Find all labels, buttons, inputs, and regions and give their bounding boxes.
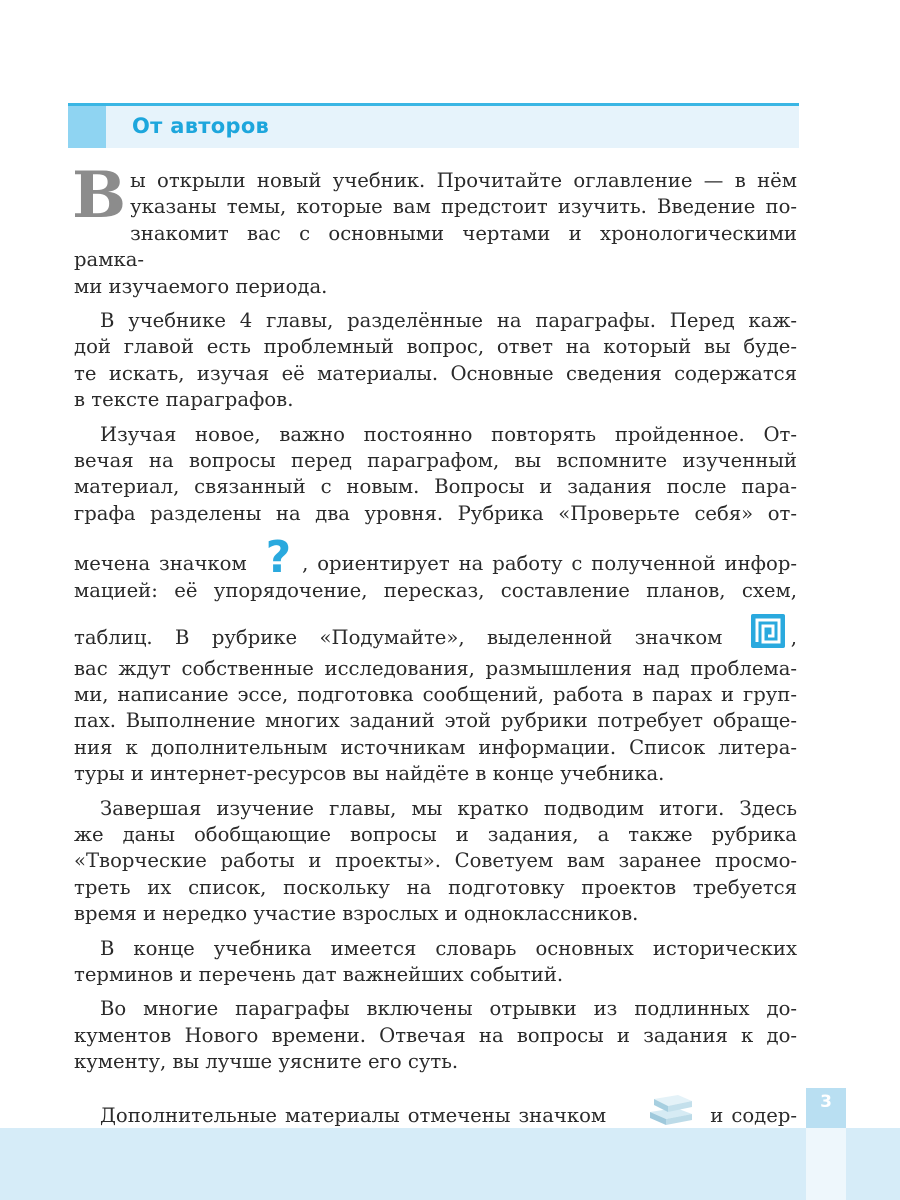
text-fragment: Дополнительные материалы отмечены значком [100,1103,607,1127]
text-line: кументов Нового времени. Отвечая на вопросы и задания к до- [74,1023,797,1047]
paragraph-5 [74,936,797,989]
text-line: графа разделены на два уровня. Рубрика «Проверьте себя» от- [74,501,797,525]
text-line: указаны темы, которые вам предстоит изучить. Введение по- [130,195,797,219]
books-icon [620,1088,696,1133]
drop-cap: В [72,158,127,233]
text-fragment: и содер- [710,1103,797,1127]
paragraph-4 [74,796,797,928]
section-header [68,103,799,148]
text-fragment: , ориентирует на работу с полученной инфор- [302,552,797,576]
text-line: в тексте параграфов. [74,388,294,412]
page-number: 3 [820,1092,832,1112]
text-line: вас ждут собственные исследования, размышления над проблема- [74,656,797,680]
text-line: треть их список, поскольку на подготовку проектов требуется [74,875,797,899]
text-line: те искать, изучая её материалы. Основные сведения содержатся [74,361,797,385]
text-line: ми, написание эссе, подготовка сообщений, работа в парах и груп- [74,682,797,706]
text-line: мацией: её упорядочение, пересказ, составление планов, схем, [74,578,797,602]
text-line: Во многие параграфы включены отрывки из подлинных до- [100,997,797,1021]
text-line-with-icon [74,1088,797,1133]
text-line: В конце учебника имеется словарь основных исторических [100,936,797,960]
text-fragment: , [790,626,797,650]
footer-band [0,1128,900,1200]
text-line: ния к дополнительным источникам информации. Список литера- [74,735,797,759]
text-line: Изучая новое, важно постоянно повторять пройденное. От- [100,422,797,446]
page-number-tab-lower [806,1128,846,1200]
meander-icon [751,614,785,655]
text-line: знакомит вас с основными чертами и хронологическими рамка- [74,221,797,272]
text-line: дой главой есть проблемный вопрос, ответ на который вы буде- [74,335,797,359]
text-line: материал, связанный с новым. Вопросы и задания после пара- [74,475,797,499]
body-text [72,158,797,1194]
paragraph-3 [74,422,797,788]
text-line: время и нередко участие взрослых и одноклассников. [74,902,639,926]
paragraph-2 [74,308,797,414]
text-line: ы открыли новый учебник. Прочитайте оглавление — в нём [130,169,797,192]
text-line: «Творческие работы и проекты». Советуем вам заранее просмо- [74,849,797,873]
header-tab-marker [68,106,106,148]
text-line: пах. Выполнение многих заданий этой рубрики потребует обраще- [74,709,797,733]
paragraph-6 [74,996,797,1075]
text-line: же даны обобщающие вопросы и задания, а также рубрика [74,822,797,846]
text-line: В учебнике 4 главы, разделённые на параграфы. Перед каж- [100,309,797,333]
text-fragment: таблиц. В рубрике «Подумайте», выделенной значком [74,626,723,650]
text-line: кументу, вы лучше уясните его суть. [74,1050,459,1074]
text-line-with-icon [74,614,797,655]
text-line: терминов и перечень дат важнейших событий. [74,962,564,986]
text-line: ми изучаемого периода. [74,274,328,298]
page-number-tab [806,1088,846,1200]
question-icon: ? [265,532,292,584]
section-title: От авторов [132,114,270,138]
paragraph-1 [72,158,797,300]
text-fragment: мечена значком [74,552,247,576]
text-line: туры и интернет-ресурсов вы найдёте в конце учебника. [74,762,665,786]
text-line: вечая на вопросы перед параграфом, вы вспомните изученный [74,449,797,473]
text-line-with-icon [74,532,797,584]
text-line: Завершая изучение главы, мы кратко подводим итоги. Здесь [100,796,797,820]
